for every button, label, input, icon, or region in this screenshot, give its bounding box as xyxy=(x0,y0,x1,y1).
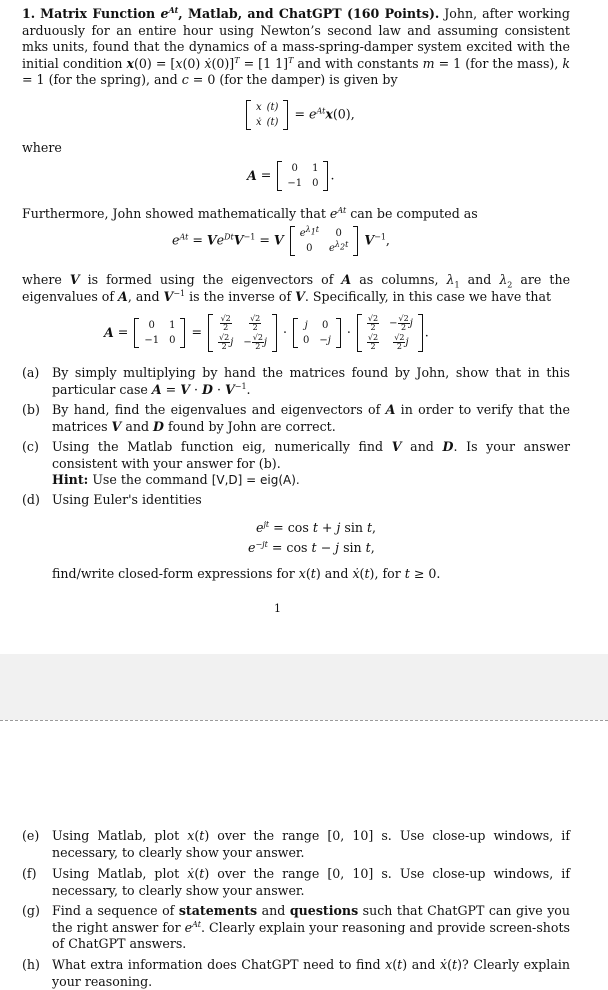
part-label: (g) xyxy=(22,903,40,918)
part-label: (e) xyxy=(22,828,40,843)
part-label: (h) xyxy=(22,957,40,972)
part-d-after: find/write closed-form expressions for x(t) and ẋ(t), for t ≥ 0. xyxy=(52,566,441,581)
part-e: (e) Using Matlab, plot x(t) over the range [0, 10] s. Use close-up windows, if necessary, to clearly show your answer. xyxy=(22,828,570,860)
part-c: (c) Using the Matlab function eig, numerically find V and D. Is your answer consistent with your answer for (b). Hint: Use the command [V,D] = eig(A). xyxy=(22,439,570,487)
problem-title: Matrix Function $e^{At}$, Matlab, and ChatGPT (160 Points). xyxy=(40,4,440,21)
where-v-text: where V is formed using the eigenvectors of A as columns, $\lambda_1$ and $\lambda_2$ are the eigenvalues of A, and $V^{-1}$ is the inverse of V. Specifically, in this case we have that xyxy=(22,272,571,304)
part-label: (c) xyxy=(22,439,39,454)
problem-intro: 1. Matrix Function $e^{At}$, Matlab, and ChatGPT (160 Points). John, after working arduously for an entire hour using Newton’s second law and assuming consistent mks units, found that the dynamics of a mass-spring-damper system excited with the initial condition x(0) = [x(0) ẋ(0)]$^T$ = [1 1]$^T$ and with constants m = 1 (for the mass), k = 1 (for the spring), and c = 0 (for the damper) is given by xyxy=(22,4,571,87)
decomposition-equation: A = 0 1 −1 0 = $\frac{√2}{2}$ $\frac{√2}{2}$ $\frac{√2}{2}$ j − $\frac{√2}{2}$ j · j 0 0 −j · $\frac{√2}{2}$ − $\frac{√2}{2}$ j $\frac{√2}{2}$ $\frac{√2}{2}$ j . xyxy=(104,314,429,351)
page-2 xyxy=(0,721,608,990)
page-gap xyxy=(0,654,608,720)
part-h: (h) What extra information does ChatGPT need to find x(t) and ẋ(t)? Clearly explain your reasoning. xyxy=(22,957,570,989)
euler-identity-1: $e^{jt} = \cos t + j$ sin t, xyxy=(256,519,377,535)
euler-identity-2: $e^{-jt} = \cos t - j$ sin t, xyxy=(248,539,375,555)
matrix-a-equation: A = 0 1 −1 0 . xyxy=(247,163,335,189)
part-b: (b) By hand, find the eigenvalues and eigenvectors of A in order to verify that the matrices V and D found by John are correct. xyxy=(22,402,570,434)
part-d xyxy=(22,492,570,509)
part-label: (a) xyxy=(22,365,40,380)
furthermore-text: Furthermore, John showed mathematically that $e^{At}$ can be computed as xyxy=(22,205,478,221)
matrix-exponential-equation: $e^{At} = Ve^{Dt}V^{-1} = V$ $e^{\lambda_1t}$ 0 0 $e^{\lambda_2t}$ $V^{-1}$, xyxy=(172,224,390,254)
part-a: (a) By simply multiplying by hand the matrices found by John, show that in this particular case $A = V \cdot D \cdot V^{-1}$. xyxy=(22,365,570,397)
part-f: (f) Using Matlab, plot ẋ(t) over the range [0, 10] s. Use close-up windows, if necessary, to clearly show your answer. xyxy=(22,866,570,898)
where-label: where xyxy=(22,140,62,155)
page-number: 1 xyxy=(274,602,281,615)
part-g: (g) Find a sequence of statements and questions such that ChatGPT can give you the right answer for $e^{At}$. Clearly explain your reasoning and provide screen-shots of ChatGPT answers. xyxy=(22,903,571,951)
part-label: (b) xyxy=(22,402,40,417)
hint-label: Hint: xyxy=(52,472,89,487)
problem-number: 1. xyxy=(22,6,36,21)
part-d-text: Using Euler's identities xyxy=(52,492,202,507)
part-label: (f) xyxy=(22,866,37,881)
state-equation: x (t) ẋ (t) = $e^{At}x(0)$, xyxy=(244,100,355,130)
part-label: (d) xyxy=(22,492,40,507)
